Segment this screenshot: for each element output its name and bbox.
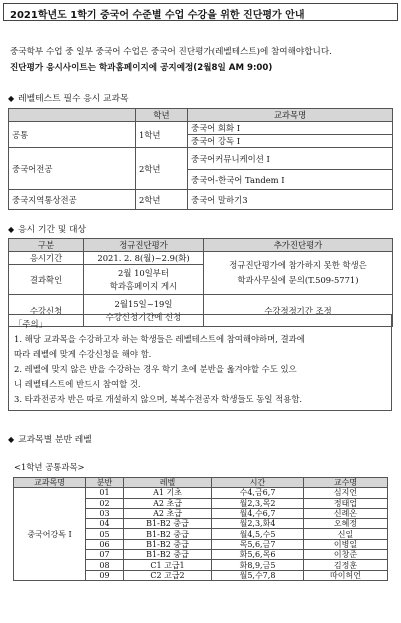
- required-courses-table: [8, 108, 393, 210]
- additional-info-cell: [204, 252, 393, 295]
- level-cell: C2 고급2: [124, 570, 212, 580]
- note-line: 따라 레벨에 맞게 수강신청을 해야 함.: [14, 349, 152, 359]
- header-professor: 교수명: [304, 478, 388, 488]
- additional-info-line: 정규진단평가에 참가하지 못한 학생은: [229, 260, 367, 270]
- level-cell: A2 초급: [124, 498, 212, 508]
- table-row: [9, 190, 393, 210]
- time-cell: 월4,수6,7: [212, 508, 304, 518]
- section1-heading-text: 레벨테스트 필수 응시 교과목: [18, 94, 129, 104]
- header-additional: 추가진단평가: [204, 239, 393, 252]
- regular-line: 2월 10일부터: [117, 267, 169, 278]
- course-cell: 중국어커뮤니케이션 Ⅰ: [188, 148, 393, 170]
- section-cell: 08: [86, 560, 124, 570]
- diamond-bullet-icon: ◆: [8, 435, 15, 444]
- regular-cell: [84, 265, 204, 295]
- course-name-cell: 중국어강독 Ⅰ: [14, 488, 86, 581]
- level-cell: B1-B2 중급: [124, 529, 212, 539]
- header-regular: 정규진단평가: [84, 239, 204, 252]
- row-label: 응시기간: [9, 252, 84, 265]
- professor-cell: 따이허언: [304, 570, 388, 580]
- time-cell: 화5,6,목6: [212, 550, 304, 560]
- regular-line: 수강신청기간에 신청: [105, 311, 182, 322]
- note-line: 니 레벨테스트에 반드시 참여할 것.: [14, 379, 141, 389]
- section3-heading-text: 교과목별 분반 레벨: [18, 435, 92, 445]
- dept-cell: 중국지역통상전공: [9, 190, 136, 210]
- course-cell: 중국어 강독 Ⅰ: [188, 135, 393, 148]
- section-cell: 02: [86, 498, 124, 508]
- section1-heading: [8, 91, 129, 104]
- course-cell: 중국어-한국어 Tandem Ⅰ: [188, 170, 393, 190]
- notes-box: [8, 314, 392, 411]
- level-cell: C1 고급1: [124, 560, 212, 570]
- document-title-box: [3, 3, 398, 21]
- section2-heading: [8, 222, 86, 235]
- time-cell: 목5,6,금7: [212, 539, 304, 549]
- level-cell: A2 초급: [124, 508, 212, 518]
- header-level: 레벨: [124, 478, 212, 488]
- section-cell: 04: [86, 519, 124, 529]
- dept-cell: 중국어전공: [9, 148, 136, 190]
- header-category: 구분: [9, 239, 84, 252]
- header-course-name: 교과목명: [14, 478, 86, 488]
- table-row: [9, 122, 393, 135]
- table-header-row: [9, 239, 393, 252]
- course-cell: 중국어 말하기3: [188, 190, 393, 210]
- intro-line-2: 진단평가 응시사이트는 학과홈페이지에 공지예정(2월8일 AM 9:00): [10, 63, 273, 73]
- professor-cell: 이병일: [304, 539, 388, 549]
- table-header-row: [14, 478, 388, 488]
- time-cell: 수4,금6,7: [212, 488, 304, 498]
- header-course: 교과목명: [188, 109, 393, 122]
- notes-title: 「주의」: [14, 319, 47, 329]
- row-label: 결과확인: [9, 265, 84, 295]
- diamond-bullet-icon: ◆: [8, 225, 15, 234]
- professor-cell: 정태업: [304, 498, 388, 508]
- header-dept: [9, 109, 136, 122]
- section2-heading-text: 응시 기간 및 대상: [18, 225, 87, 235]
- header-grade: 학년: [136, 109, 188, 122]
- grade-cell: 2학년: [136, 190, 188, 210]
- section3-heading: [8, 432, 92, 445]
- table-header-row: [9, 109, 393, 122]
- table-row: [9, 148, 393, 170]
- professor-cell: 신례온: [304, 508, 388, 518]
- header-section: 분반: [86, 478, 124, 488]
- table-row: [14, 488, 388, 498]
- regular-cell: 2021. 2. 8(월)~2.9(화): [84, 252, 204, 265]
- section-cell: 03: [86, 508, 124, 518]
- note-line: 1. 해당 교과목을 수강하고자 하는 학생들은 레벨테스트에 참여해야하며, 결과에: [14, 334, 305, 344]
- section-cell: 09: [86, 570, 124, 580]
- level-cell: A1 기초: [124, 488, 212, 498]
- grade-cell: 2학년: [136, 148, 188, 190]
- professor-cell: 김정훈: [304, 560, 388, 570]
- time-cell: 화8,9,금5: [212, 560, 304, 570]
- time-cell: 월5,수7,8: [212, 570, 304, 580]
- note-line: 2. 레벨에 맞지 않은 반을 수강하는 경우 학기 초에 분반을 옮겨야할 수도 있으: [14, 364, 297, 374]
- professor-cell: 오혜정: [304, 519, 388, 529]
- regular-line: 2월15일~19일: [114, 298, 173, 309]
- time-cell: 월2,3,목2: [212, 498, 304, 508]
- document-title: 2021학년도 1학기 중국어 수준별 수업 수강을 위한 진단평가 안내: [10, 10, 305, 21]
- additional-info-line: 학과사무실에 문의(T.509-5771): [237, 275, 359, 285]
- section-cell: 06: [86, 539, 124, 549]
- professor-cell: 심지언: [304, 488, 388, 498]
- level-sections-table: [13, 477, 388, 581]
- diamond-bullet-icon: ◆: [8, 94, 15, 103]
- time-cell: 월2,3,화4: [212, 519, 304, 529]
- note-line: 3. 타과전공자 반은 따로 개설하지 않으며, 복복수전공자 학생들도 동일 적용함.: [14, 394, 303, 404]
- table-row: [9, 252, 393, 265]
- dept-cell: 공통: [9, 122, 136, 148]
- section-cell: 05: [86, 529, 124, 539]
- section-cell: 01: [86, 488, 124, 498]
- professor-cell: 신일: [304, 529, 388, 539]
- level-cell: B1-B2 중급: [124, 539, 212, 549]
- additional-enroll-cell: 수강정정기간 조정: [204, 295, 393, 327]
- grade-cell: 1학년: [136, 122, 188, 148]
- section-cell: 07: [86, 550, 124, 560]
- level-cell: B1-B2 중급: [124, 519, 212, 529]
- professor-cell: 이창준: [304, 550, 388, 560]
- level-cell: B1-B2 중급: [124, 550, 212, 560]
- row-label: 수강신청: [9, 295, 84, 327]
- intro-line-1: 중국학부 수업 중 일부 중국어 수업은 중국어 진단평가(레벨테스트)에 참여해야합니다.: [10, 47, 332, 57]
- course-cell: 중국어 회화 Ⅰ: [188, 122, 393, 135]
- regular-line: 학과홈페이지 게시: [109, 280, 178, 291]
- header-time: 시간: [212, 478, 304, 488]
- subheading-first-year: <1학년 공통과목>: [14, 462, 85, 472]
- time-cell: 월4,5,수5: [212, 529, 304, 539]
